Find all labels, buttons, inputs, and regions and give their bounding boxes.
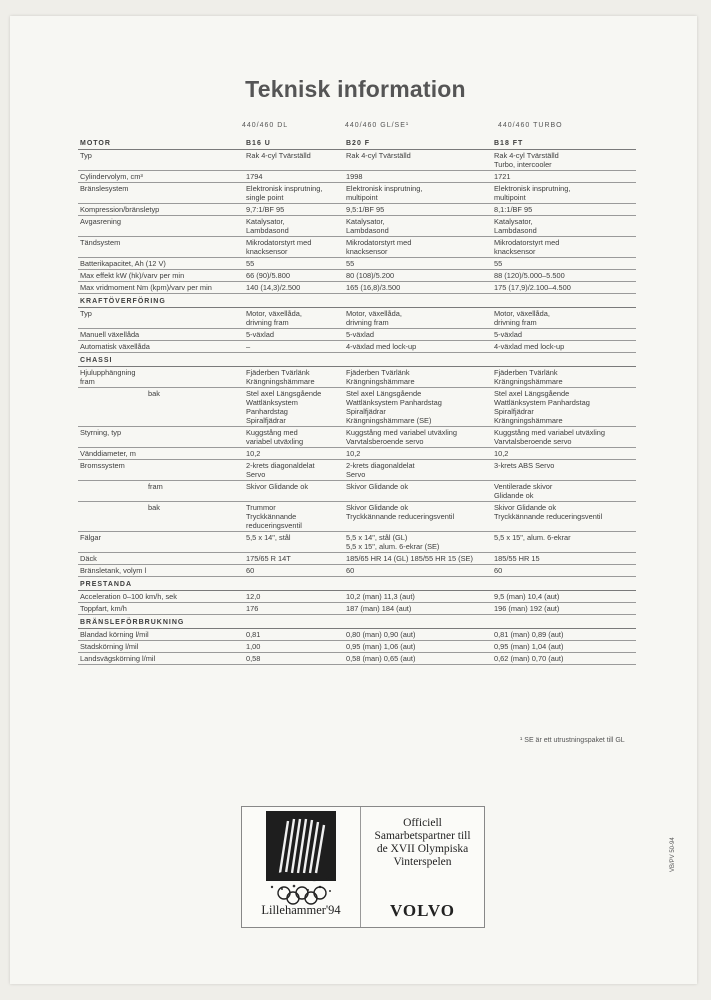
spec-value: 185/65 HR 14 (GL) 185/55 HR 15 (SE) — [344, 553, 492, 565]
spec-value: 9,5:1/BF 95 — [344, 204, 492, 216]
spec-row — [78, 150, 636, 171]
spec-value: 2-krets diagonaldelat Servo — [244, 460, 344, 481]
spec-row — [78, 282, 636, 294]
spec-value: 60 — [344, 565, 492, 577]
spec-value: 0,81 — [244, 629, 344, 641]
spec-row — [78, 641, 636, 653]
spec-value: 187 (man) 184 (aut) — [344, 603, 492, 615]
spec-value: 1794 — [244, 171, 344, 183]
spec-row — [78, 367, 636, 388]
section-header-row — [78, 577, 636, 591]
spec-label: Max effekt kW (hk)/varv per min — [78, 270, 244, 282]
spec-label: KRAFTÖVERFÖRING — [78, 294, 244, 308]
spec-value: B20 F — [344, 136, 492, 150]
spec-label: Toppfart, km/h — [78, 603, 244, 615]
spec-value: Elektronisk insprutning, multipoint — [344, 183, 492, 204]
spec-row — [78, 427, 636, 448]
spec-value: 3-krets ABS Servo — [492, 460, 636, 481]
spec-value: Motor, växellåda, drivning fram — [344, 308, 492, 329]
spec-value: 1,00 — [244, 641, 344, 653]
spec-label: Max vridmoment Nm (kpm)/varv per min — [78, 282, 244, 294]
spec-value: 196 (man) 192 (aut) — [492, 603, 636, 615]
spec-value: 5,5 x 15", alum. 6-ekrar — [492, 532, 636, 553]
spec-value — [244, 577, 344, 591]
spec-row — [78, 653, 636, 665]
spec-value: Stel axel Längsgående Wattlänksystem Panhardstag Spiralfjädrar Krängningshämmare — [492, 388, 636, 427]
spec-value: 140 (14,3)/2.500 — [244, 282, 344, 294]
spec-row — [78, 565, 636, 577]
spec-row — [78, 237, 636, 258]
spec-label: Automatisk växellåda — [78, 341, 244, 353]
spec-value: 5,5 x 14", stål — [244, 532, 344, 553]
spec-value: 55 — [344, 258, 492, 270]
spec-row — [78, 591, 636, 603]
spec-value: Mikrodatorstyrt med knacksensor — [492, 237, 636, 258]
spec-value: 5-växlad — [244, 329, 344, 341]
sponsor-text-panel — [361, 807, 484, 927]
spec-value: 55 — [244, 258, 344, 270]
spec-value — [492, 615, 636, 629]
official-partner-text: Officiell Samarbetspartner till de XVII Olympiska Vinterspelen — [374, 817, 471, 868]
spec-value: Stel axel Längsgående Wattlänksystem Panhardstag Spiralfjädrar Krängningshämmare (SE) — [344, 388, 492, 427]
lillehammer-emblem — [242, 807, 361, 927]
spec-value: 1721 — [492, 171, 636, 183]
spec-row — [78, 448, 636, 460]
section-header-row — [78, 353, 636, 367]
spec-label: fram — [78, 481, 244, 502]
spec-value — [492, 353, 636, 367]
spec-value: 0,81 (man) 0,89 (aut) — [492, 629, 636, 641]
spec-value: Kuggstång med variabel utväxling — [244, 427, 344, 448]
spec-value: Katalysator, Lambdasond — [344, 216, 492, 237]
section-header-row — [78, 294, 636, 308]
spec-row — [78, 258, 636, 270]
spec-value: Ventilerade skivor Glidande ok — [492, 481, 636, 502]
spec-label: Avgasrening — [78, 216, 244, 237]
spec-value: 175/65 R 14T — [244, 553, 344, 565]
olympic-rings-icon — [274, 885, 330, 905]
spec-label: BRÄNSLEFÖRBRUKNING — [78, 615, 244, 629]
spec-label: Bromssystem — [78, 460, 244, 481]
spec-row — [78, 553, 636, 565]
spec-value: 0,62 (man) 0,70 (aut) — [492, 653, 636, 665]
spec-value: B18 FT — [492, 136, 636, 150]
spec-value: Fjäderben Tvärlänk Krängningshämmare — [344, 367, 492, 388]
spec-value: 5-växlad — [492, 329, 636, 341]
spec-value: Kuggstång med variabel utväxling Varvtalsberoende servo — [344, 427, 492, 448]
spec-label: CHASSI — [78, 353, 244, 367]
spec-row — [78, 502, 636, 532]
spec-value: 165 (16,8)/3.500 — [344, 282, 492, 294]
spec-label: Blandad körning l/mil — [78, 629, 244, 641]
column-header-dl: 440/460 DL — [242, 122, 289, 129]
spec-value: Rak 4-cyl Tvärställd — [244, 150, 344, 171]
spec-value: 1998 — [344, 171, 492, 183]
page-title: Teknisk information — [245, 76, 466, 102]
spec-label: bak — [78, 388, 244, 427]
section-header-row — [78, 615, 636, 629]
spec-value — [344, 294, 492, 308]
spec-row — [78, 532, 636, 553]
spec-value — [244, 353, 344, 367]
spec-value: Mikrodatorstyrt med knacksensor — [344, 237, 492, 258]
spec-value: Fjäderben Tvärlänk Krängningshämmare — [492, 367, 636, 388]
spec-value — [492, 294, 636, 308]
olympic-sponsor-logo — [241, 806, 485, 928]
spec-value: Skivor Glidande ok Tryckkännande reduceringsventil — [344, 502, 492, 532]
spec-value: 4-växlad med lock-up — [492, 341, 636, 353]
spec-value: 175 (17,9)/2.100–4.500 — [492, 282, 636, 294]
spec-value — [344, 577, 492, 591]
spec-row — [78, 341, 636, 353]
spec-value: Fjäderben Tvärlänk Krängningshämmare — [244, 367, 344, 388]
spec-value: 0,95 (man) 1,06 (aut) — [344, 641, 492, 653]
spec-value: Kuggstång med variabel utväxling Varvtalsberoende servo — [492, 427, 636, 448]
column-header-gl-se: 440/460 GL/SE¹ — [345, 122, 410, 129]
volvo-wordmark: VOLVO — [389, 901, 456, 920]
spec-value: 88 (120)/5.000–5.500 — [492, 270, 636, 282]
spec-value: 9,7:1/BF 95 — [244, 204, 344, 216]
spec-value: Skivor Glidande ok — [244, 481, 344, 502]
spec-value: 10,2 — [492, 448, 636, 460]
spec-value: 0,95 (man) 1,04 (aut) — [492, 641, 636, 653]
spec-label: Däck — [78, 553, 244, 565]
spec-value: Skivor Glidande ok — [344, 481, 492, 502]
spec-label: Bränsletank, volym l — [78, 565, 244, 577]
spec-value: 176 — [244, 603, 344, 615]
spec-row — [78, 388, 636, 427]
spec-label: Vänddiameter, m — [78, 448, 244, 460]
spec-row — [78, 171, 636, 183]
spec-value: 10,2 — [344, 448, 492, 460]
spec-value — [244, 294, 344, 308]
spec-value: Mikrodatorstyrt med knacksensor — [244, 237, 344, 258]
spec-label: Landsvägskörning l/mil — [78, 653, 244, 665]
spec-value: Katalysator, Lambdasond — [492, 216, 636, 237]
spec-row — [78, 270, 636, 282]
spec-value — [344, 353, 492, 367]
spec-value: Motor, växellåda, drivning fram — [244, 308, 344, 329]
spec-value: 9,5 (man) 10,4 (aut) — [492, 591, 636, 603]
spec-value: 66 (90)/5.800 — [244, 270, 344, 282]
spec-value: Rak 4-cyl Tvärställd Turbo, intercooler — [492, 150, 636, 171]
spec-value: 55 — [492, 258, 636, 270]
spec-label: Fälgar — [78, 532, 244, 553]
spec-value: 10,2 — [244, 448, 344, 460]
spec-label: PRESTANDA — [78, 577, 244, 591]
spec-label: Hjulupphängning fram — [78, 367, 244, 388]
spec-value: 185/55 HR 15 — [492, 553, 636, 565]
spec-row — [78, 204, 636, 216]
spec-row — [78, 481, 636, 502]
section-header-row — [78, 136, 636, 150]
spec-value: 5-växlad — [344, 329, 492, 341]
spec-label: Typ — [78, 308, 244, 329]
spec-value: 60 — [492, 565, 636, 577]
print-code: VB/PV 50-94 — [670, 837, 676, 872]
spec-row — [78, 183, 636, 204]
spec-value — [344, 615, 492, 629]
spec-value: 0,80 (man) 0,90 (aut) — [344, 629, 492, 641]
spec-label: Stadskörning l/mil — [78, 641, 244, 653]
spec-value: 80 (108)/5.200 — [344, 270, 492, 282]
spec-value: Elektronisk insprutning, single point — [244, 183, 344, 204]
spec-value: 10,2 (man) 11,3 (aut) — [344, 591, 492, 603]
spec-value: 0,58 (man) 0,65 (aut) — [344, 653, 492, 665]
spec-row — [78, 603, 636, 615]
spec-label: Tändsystem — [78, 237, 244, 258]
spec-value: 60 — [244, 565, 344, 577]
spec-value: 0,58 — [244, 653, 344, 665]
spec-row — [78, 308, 636, 329]
lillehammer-wordmark: Lillehammer'94 — [261, 903, 341, 917]
spec-label: bak — [78, 502, 244, 532]
spec-value: 5,5 x 14", stål (GL) 5,5 x 15", alum. 6-ekrar (SE) — [344, 532, 492, 553]
column-header-turbo: 440/460 TURBO — [498, 122, 563, 129]
spec-label: Styrning, typ — [78, 427, 244, 448]
spec-value: Elektronisk insprutning, multipoint — [492, 183, 636, 204]
spec-row — [78, 629, 636, 641]
spec-value: 2-krets diagonaldelat Servo — [344, 460, 492, 481]
spec-label: Bränslesystem — [78, 183, 244, 204]
spec-label: Cylindervolym, cm³ — [78, 171, 244, 183]
spec-value: Skivor Glidande ok Tryckkännande reduceringsventil — [492, 502, 636, 532]
spec-value: – — [244, 341, 344, 353]
footnote: ¹ SE är ett utrustningspaket till GL — [520, 737, 625, 744]
spec-row — [78, 216, 636, 237]
spec-value: 8,1:1/BF 95 — [492, 204, 636, 216]
spec-label: Manuell växellåda — [78, 329, 244, 341]
spec-value — [492, 577, 636, 591]
spec-value — [244, 615, 344, 629]
spec-value: B16 U — [244, 136, 344, 150]
spec-value: Trummor Tryckkännande reduceringsventil — [244, 502, 344, 532]
spec-value: Motor, växellåda, drivning fram — [492, 308, 636, 329]
spec-table — [78, 136, 636, 665]
spec-row — [78, 329, 636, 341]
spec-row — [78, 460, 636, 481]
spec-value: Katalysator, Lambdasond — [244, 216, 344, 237]
spec-label: Typ — [78, 150, 244, 171]
spec-label: Acceleration 0–100 km/h, sek — [78, 591, 244, 603]
spec-label: MOTOR — [78, 136, 244, 150]
spec-value: 4-växlad med lock-up — [344, 341, 492, 353]
spec-value: Stel axel Längsgående Wattlänksystem Panhardstag Spiralfjädrar — [244, 388, 344, 427]
spec-label: Kompression/bränsletyp — [78, 204, 244, 216]
spec-value: Rak 4-cyl Tvärställd — [344, 150, 492, 171]
spec-label: Batterikapacitet, Ah (12 V) — [78, 258, 244, 270]
spec-value: 12,0 — [244, 591, 344, 603]
